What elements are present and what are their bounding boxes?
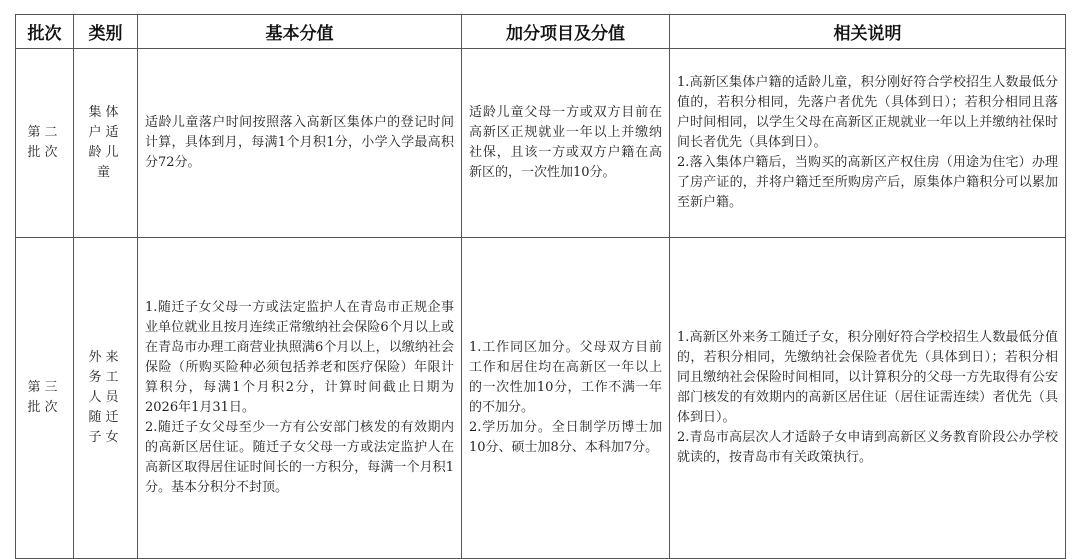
notes-text: 1.高新区外来务工随迁子女，积分刚好符合学校招生人数最低分值的，若积分相同，先缴纳社会保险者优先（具体到日）；若积分相同且缴纳社会保险时间相同，以计算积分的父母一方先取得有公安部门核发的有效期内的高新区居住证（居住证需连续）者优先（具体到日）。 2.青岛市高层次人才适龄子女申请到高新区义务教育阶段公办学校就读的，按青岛市有关政策执行。: [677, 330, 1058, 465]
category-text: 集体 户适 龄儿 童: [88, 105, 123, 180]
cell-base-score: [138, 49, 462, 238]
cell-category: [74, 238, 138, 559]
cell-bonus: [462, 49, 670, 238]
bonus-text: 1.工作同区加分。父母双方目前工作和居住均在高新区一年以上的一次性加10分，工作不满一年的不加分。 2.学历加分。全日制学历博士加10分、硕士加8分、本科加7分。: [469, 340, 662, 455]
base-score-text: 1.随迁子女父母一方或法定监护人在青岛市正规企事业单位就业且按月连续正常缴纳社会保险6个月以上或在青岛市办理工商营业执照满6个月以上，以缴纳社会保险（所购买险种必须包括养老和医疗保险）年限计算积分，每满1个月积2分，计算时间截止日期为2026年1月31日。 2.随迁子女父母至少一方有公安部门核发的有效期内的高新区居住证。随迁子女父母一方或法定监护人在高新区取得居住证时间长的一方积分，每满一个月积1分。基本分积分不封顶。: [145, 300, 454, 495]
category-text: 外来 务工 人员 随迁 子女: [88, 350, 123, 445]
cell-batch: [16, 49, 74, 238]
cell-notes: [670, 49, 1066, 238]
cell-batch: [16, 238, 74, 559]
cell-bonus: [462, 238, 670, 559]
notes-text: 1.高新区集体户籍的适龄儿童，积分刚好符合学校招生人数最低分值的，若积分相同，先落户者优先（具体到日）；若积分相同且落户时间相同，以学生父母在高新区正规就业一年以上并缴纳社保时间长者优先（具体到日）。 2.落入集体户籍后，当购买的高新区产权住房（用途为住宅）办理了房产证的，并将户籍迁至所购房产后，原集体户籍积分可以累加至新户籍。: [677, 75, 1058, 210]
table-row: [16, 238, 1066, 559]
header-category: 类别: [74, 15, 138, 49]
base-score-text: 适龄儿童落户时间按照落入高新区集体户的登记时间计算，具体到月，每满1个月积1分，小学入学最高积分72分。: [145, 115, 454, 170]
cell-category: [74, 49, 138, 238]
cell-base-score: [138, 238, 462, 559]
batch-text: 第二 批次: [27, 125, 62, 160]
table-row: [16, 49, 1066, 238]
points-policy-table: [15, 14, 1066, 559]
batch-text: 第三 批次: [27, 380, 62, 415]
header-base-score: 基本分值: [138, 15, 462, 49]
table-header-row: [16, 15, 1066, 49]
cell-notes: [670, 238, 1066, 559]
bonus-text: 适龄儿童父母一方或双方目前在高新区正规就业一年以上并缴纳社保，且该一方或双方户籍在高新区的，一次性加10分。: [469, 105, 662, 180]
header-bonus-items: 加分项目及分值: [462, 15, 670, 49]
header-batch: 批次: [16, 15, 74, 49]
header-notes: 相关说明: [670, 15, 1066, 49]
